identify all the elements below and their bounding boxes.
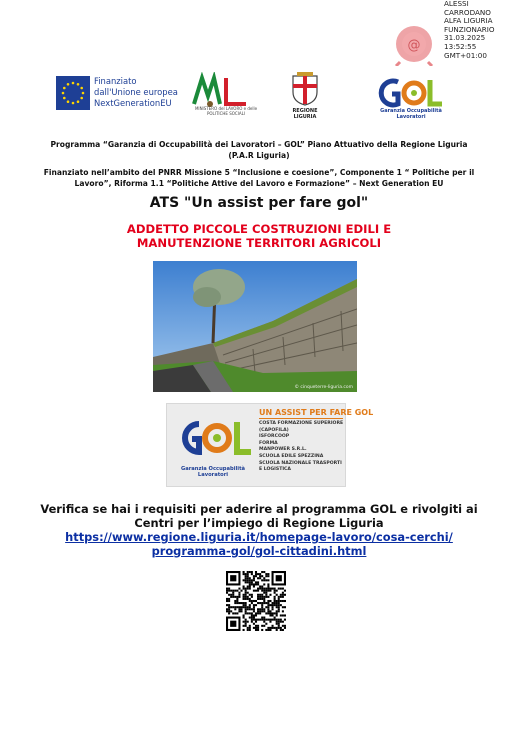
stamp-line: ALFA LIGURIA — [444, 16, 493, 26]
stamp-line: ALESSI — [444, 0, 469, 8]
link-line[interactable]: programma-gol/gol-cittadini.html — [151, 544, 367, 558]
partner-item: MANPOWER S.R.L. — [259, 447, 307, 453]
partner-item: ISFORCOOP — [259, 434, 290, 440]
signature-seal-icon — [392, 22, 440, 66]
partner-banner — [166, 403, 374, 487]
program-title: Programma “Garanzia di Occupabilità dei Lavoratori – GOL” Piano Attuativo della Regione Liguria (P.A.R Liguria) — [50, 140, 468, 160]
eu-line: NextGenerationEU — [94, 98, 172, 108]
stamp-line: FUNZIONARIO — [444, 24, 495, 34]
eu-funding-label — [94, 76, 178, 109]
stamp-line: CARRODANO — [444, 7, 491, 17]
eu-flag-icon — [56, 76, 90, 110]
stamp-line: 31.03.2025 — [444, 33, 486, 43]
qr-code-icon[interactable] — [226, 571, 286, 631]
logo-bar — [0, 70, 518, 120]
banner-partner-list — [259, 408, 374, 474]
banner-title: UN ASSIST PER FARE GOL — [259, 408, 374, 417]
dry-stone-wall-photo — [153, 261, 357, 392]
eu-line: Finanziato — [94, 76, 137, 86]
partner-item: COSTA FORMAZIONE SUPERIORE — [259, 421, 344, 426]
verify-line: Centri per l’impiego di Regione Liguria — [134, 516, 384, 530]
banner-gol-caption: Garanzia Occupabilità Lavoratori — [180, 466, 246, 478]
course-title — [90, 222, 428, 250]
gol-caption: Garanzia Occupabilità Lavoratori — [380, 108, 442, 120]
stamp-line: GMT+01:00 — [444, 50, 487, 60]
partner-item: E LOGISTICA — [259, 467, 291, 473]
verify-requirements-text — [40, 502, 478, 530]
liguria-caption: REGIONE LIGURIA — [292, 108, 318, 120]
partner-item: FORMA — [259, 440, 278, 446]
banner-gol-logo-icon — [173, 412, 255, 464]
ministry-caption: MINISTERO del LAVORO e delle POLITICHE SOCIALI — [194, 106, 258, 116]
regione-liguria-crest-icon — [290, 72, 320, 106]
gol-citizens-link[interactable] — [40, 530, 478, 558]
course-title-line: ADDETTO PICCOLE COSTRUZIONI EDILI E — [126, 222, 392, 236]
course-title-line: MANUTENZIONE TERRITORI AGRICOLI — [136, 236, 382, 250]
funding-statement: Finanziato nell’ambito del PNRR Missione 5 “Inclusione e coesione”, Componente 1 “ Politiche per il Lavoro”, Riforma 1.1 “Politiche Attive del Lavoro e Formazione” – Next Generation EU — [43, 168, 475, 188]
stamp-line: 13:52:55 — [444, 41, 477, 51]
eu-line: dall'Unione europea — [94, 87, 178, 97]
photo-credit: © cinqueterre-liguria.com — [294, 385, 353, 390]
svg-text:@: @ — [407, 38, 421, 53]
ats-title: ATS "Un assist per fare gol" — [149, 195, 369, 211]
partner-item: SCUOLA NAZIONALE TRASPORTI — [259, 460, 342, 466]
partner-item: (CAPOFILA) — [259, 427, 289, 433]
verify-line: Verifica se hai i requisiti per aderire al programma GOL e rivolgiti ai — [40, 502, 478, 516]
partner-item: SCUOLA EDILE SPEZZINA — [259, 453, 324, 459]
photo-illustration — [153, 261, 357, 392]
signature-stamp-text — [444, 0, 514, 60]
link-line[interactable]: https://www.regione.liguria.it/homepage-lavoro/cosa-cerchi/ — [65, 530, 453, 544]
